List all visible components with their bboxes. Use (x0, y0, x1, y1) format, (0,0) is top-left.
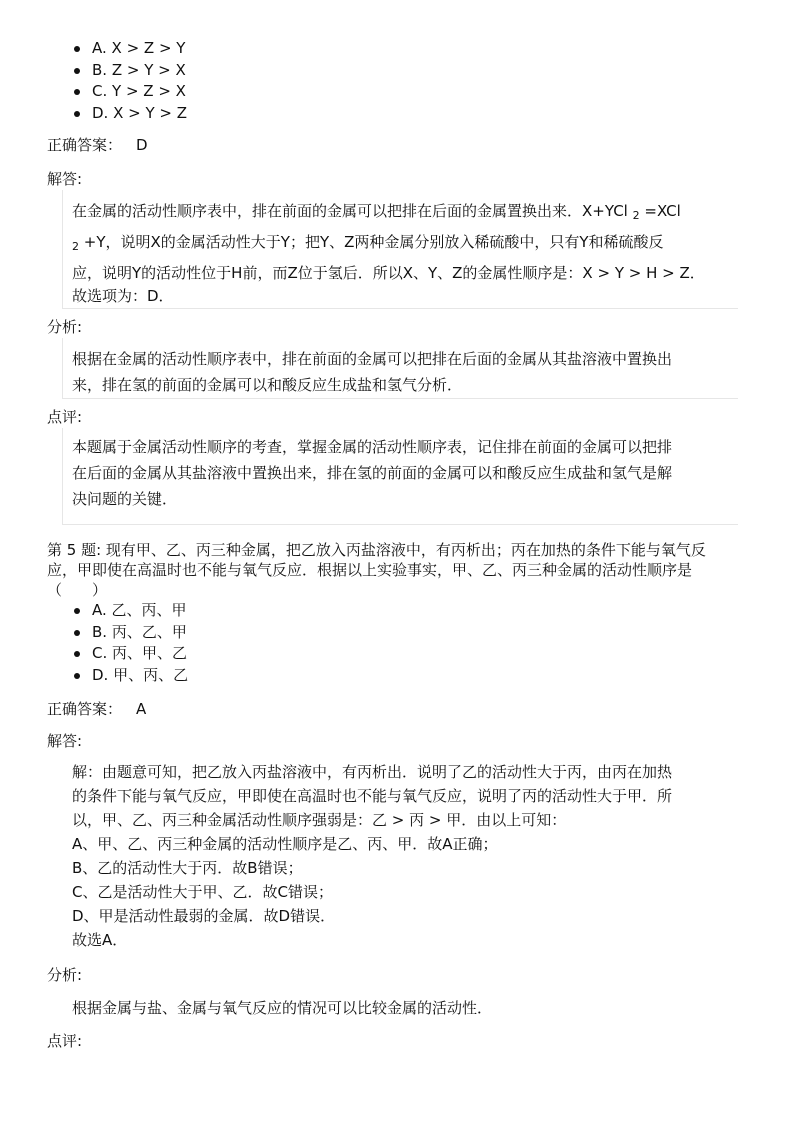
q5-options (70, 600, 188, 686)
q4-analysis-text: 根据在金属的活动性顺序表中，排在前面的金属可以把排在后面的金属从其盐溶液中置换出 来，排在氢的前面的金属可以和酸反应生成盐和氢气分析． (72, 350, 673, 394)
q4-option-c: C. Y > Z > X (70, 81, 187, 103)
bullet-icon (74, 673, 80, 679)
q4-option-d: D. X > Y > Z (70, 103, 187, 125)
q5-solution-text: 解：由题意可知，把乙放入丙盐溶液中，有丙析出．说明了乙的活动性大于丙，由丙在加热 的条件下能与氧气反应，甲即使在高温时也不能与氧气反应，说明了丙的活动性大于甲．所 以，甲、乙、丙三种金属活动性顺序强弱是：乙 > 丙 > 甲．由以上可知： A、甲、乙、丙三种金属的活动性顺序是乙、丙、甲．故A正确； B、乙的活动性大于丙．故B错误； C、乙是活动性大于甲、乙．故C错误； D、甲是活动性最弱的金属．故D错误． 故选A． (72, 763, 673, 949)
q5-option-b: B. 丙、乙、甲 (70, 622, 188, 644)
q5-analysis-label: 分析: (47, 966, 83, 984)
q5-answer: 正确答案： A (47, 700, 147, 718)
bullet-icon (74, 630, 80, 636)
q4-solution-text: 在金属的活动性顺序表中，排在前面的金属可以把排在后面的金属置换出来．X+YCl $_2$ =XCl $_2$ +Y，说明X的金属活动性大于Y；把Y、Z两种金属分别放入稀硫酸中，只有Y和稀硫酸反 应，说明Y的活动性位于H前，而Z位于氢后．所以X、Y、Z的金属性顺序是：X > Y > H > Z． 故选项为：D． (72, 202, 705, 305)
q5-option-d: D. 甲、丙、乙 (70, 665, 188, 687)
bullet-icon (74, 68, 80, 74)
q4-analysis-label: 分析: (47, 318, 83, 336)
q4-comment-text: 本题属于金属活动性顺序的考查，掌握金属的活动性顺序表，记住排在前面的金属可以把排 在后面的金属从其盐溶液中置换出来，排在氢的前面的金属可以和酸反应生成盐和氢气是解 决问题的关键． (72, 438, 673, 508)
q4-solution-label: 解答: (47, 170, 83, 188)
q4-answer: 正确答案： D (47, 136, 148, 154)
q5-comment-label: 点评: (47, 1032, 83, 1050)
q4-comment-label: 点评: (47, 408, 83, 426)
bullet-icon (74, 111, 80, 117)
q5-analysis-text: 根据金属与盐、金属与氧气反应的情况可以比较金属的活动性． (72, 999, 493, 1017)
q4-answer-value: D (136, 136, 148, 154)
q4-option-a: A. X > Z > Y (70, 38, 187, 60)
bullet-icon (74, 46, 80, 52)
bullet-icon (74, 651, 80, 657)
q5-option-a: A. 乙、丙、甲 (70, 600, 188, 622)
bullet-icon (74, 608, 80, 614)
q4-options (70, 38, 187, 124)
q5-answer-value: A (136, 700, 147, 718)
bullet-icon (74, 89, 80, 95)
q5-option-c: C. 丙、甲、乙 (70, 643, 188, 665)
q5-question-text: 第 5 题: 现有甲、乙、丙三种金属，把乙放入丙盐溶液中，有丙析出；丙在加热的条件下能与氧气反 应，甲即使在高温时也不能与氧气反应．根据以上实验事实，甲、乙、丙三种金属的活动性顺序是 （ ） (47, 541, 706, 599)
q5-solution-label: 解答: (47, 732, 83, 750)
q4-option-b: B. Z > Y > X (70, 60, 187, 82)
